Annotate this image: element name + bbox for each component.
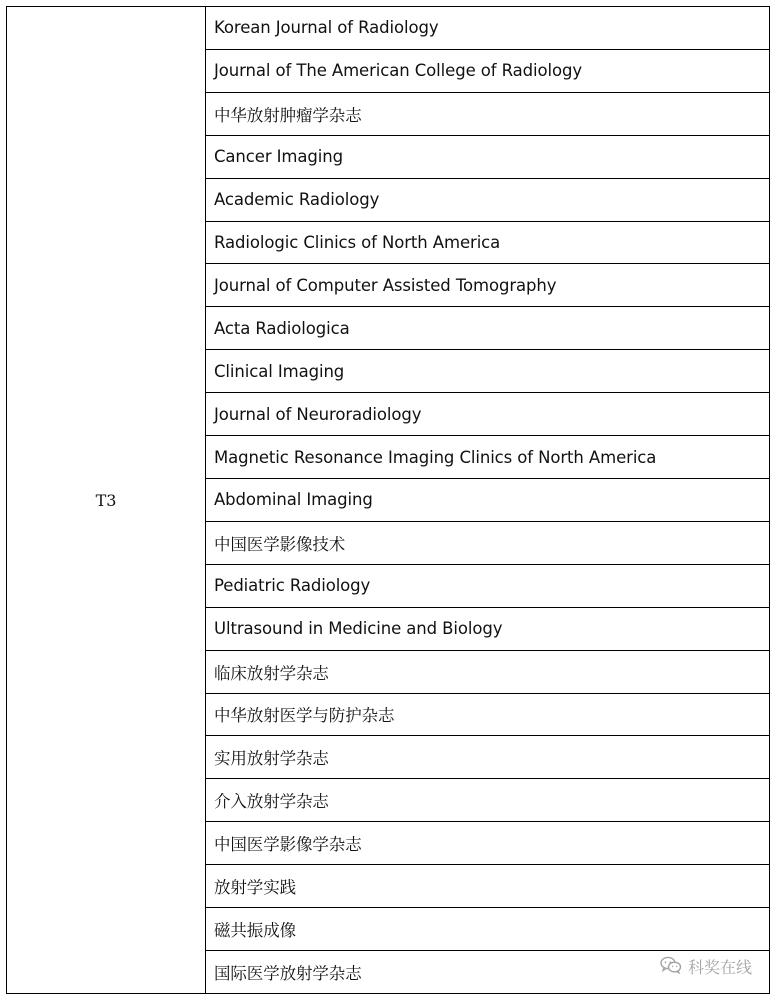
journal-row <box>206 307 769 350</box>
journal-row <box>206 608 769 651</box>
watermark <box>660 955 752 978</box>
journal-row <box>206 522 769 565</box>
journal-name: 中国医学影像学杂志 <box>214 835 362 855</box>
tier-cell <box>7 7 206 993</box>
journal-name: Academic Radiology <box>214 190 380 210</box>
journal-row <box>206 694 769 737</box>
journal-row <box>206 222 769 265</box>
journal-row <box>206 350 769 393</box>
journal-row <box>206 736 769 779</box>
journal-name: 介入放射学杂志 <box>214 792 329 812</box>
journal-row <box>206 651 769 694</box>
journal-name: Journal of The American College of Radiology <box>214 61 582 81</box>
tier-label: T3 <box>95 490 117 510</box>
journal-row <box>206 779 769 822</box>
journal-row <box>206 7 769 50</box>
journal-name: 中华放射医学与防护杂志 <box>214 706 395 726</box>
journal-name: Radiologic Clinics of North America <box>214 232 501 252</box>
journal-name: 临床放射学杂志 <box>214 663 329 683</box>
journal-table <box>6 6 770 994</box>
journal-name: Abdominal Imaging <box>214 490 373 510</box>
journal-row <box>206 50 769 93</box>
journal-name: Pediatric Radiology <box>214 576 371 596</box>
journal-row <box>206 865 769 908</box>
journal-name: Journal of Neuroradiology <box>214 404 422 424</box>
journal-name: Journal of Computer Assisted Tomography <box>214 275 557 295</box>
journal-row <box>206 179 769 222</box>
journal-name: 国际医学放射学杂志 <box>214 963 362 983</box>
journal-name: Magnetic Resonance Imaging Clinics of North America <box>214 447 657 467</box>
journal-row <box>206 136 769 179</box>
journal-name: Acta Radiologica <box>214 318 350 338</box>
journal-row <box>206 436 769 479</box>
journal-row <box>206 479 769 522</box>
journal-row <box>206 565 769 608</box>
journal-name: Korean Journal of Radiology <box>214 18 439 38</box>
journal-row <box>206 822 769 865</box>
journal-name: 中国医学影像技术 <box>214 534 346 554</box>
journal-row <box>206 93 769 136</box>
watermark-text: 科奖在线 <box>687 958 752 977</box>
journal-name: Clinical Imaging <box>214 361 345 381</box>
journal-name: 放射学实践 <box>214 878 297 898</box>
journal-name: 中华放射肿瘤学杂志 <box>214 105 362 125</box>
journal-list <box>206 7 769 993</box>
journal-row <box>206 908 769 951</box>
journal-name: 实用放射学杂志 <box>214 749 329 769</box>
journal-name: Ultrasound in Medicine and Biology <box>214 619 503 639</box>
wechat-icon <box>660 956 682 978</box>
journal-row <box>206 393 769 436</box>
journal-name: 磁共振成像 <box>214 920 297 940</box>
journal-row <box>206 264 769 307</box>
journal-name: Cancer Imaging <box>214 147 343 167</box>
